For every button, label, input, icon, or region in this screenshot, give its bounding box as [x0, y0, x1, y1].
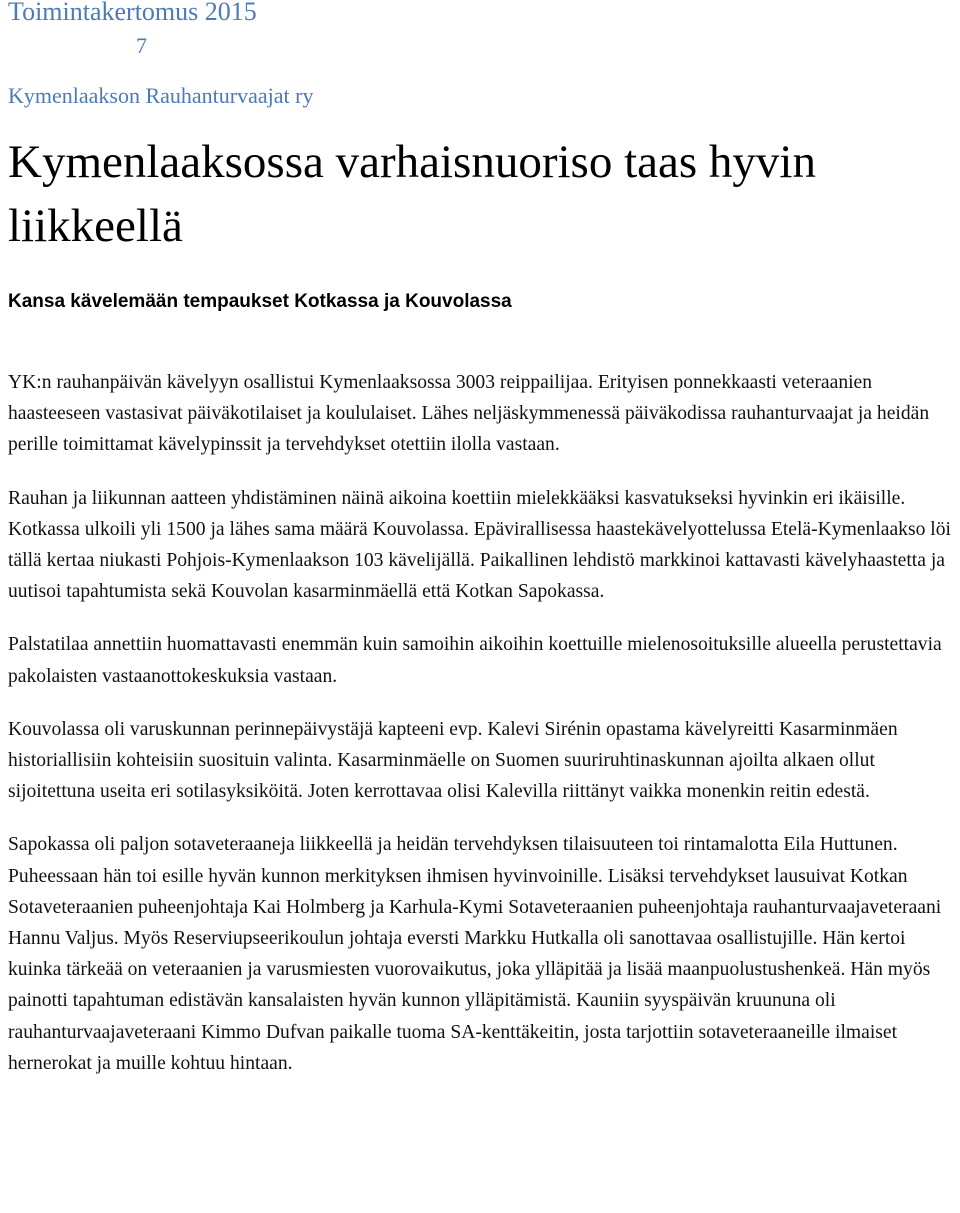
organization-name: Kymenlaakson Rauhanturvaajat ry: [8, 83, 314, 108]
article-headline: Kymenlaaksossa varhaisnuoriso taas hyvin liikkeellä: [8, 136, 816, 252]
paragraph: YK:n rauhanpäivän kävelyyn osallistui Kymenlaaksossa 3003 reippailijaa. Erityisen ponnekkaasti veteraanien haasteeseen vastasivat päiväkotilaiset ja koululaiset. Lähes neljäskymmenessä päiväkodissa rauhanturvaajat ja heidän perille toimittamat kävelypinssit ja tervehdykset otettiin ilolla vastaan.: [8, 372, 930, 456]
article-subheading: Kansa kävelemään tempaukset Kotkassa ja Kouvolassa: [8, 291, 512, 312]
paragraph: Kouvolassa oli varuskunnan perinnepäivystäjä kapteeni evp. Kalevi Sirénin opastama kävelyreitti Kasarminmäen historiallisiin kohteisiin suosituin valinta. Kasarminmäelle on Suomen suuriruhtinaskunnan ajoilta alkaen ollut sijoitettuna useita eri sotilasyksiköitä. Joten kerrottavaa olisi Kalevilla riittänyt vaikka monenkin reitin edestä.: [8, 718, 898, 803]
paragraph: Sapokassa oli paljon sotaveteraaneja liikkeellä ja heidän tervehdyksen tilaisuuteen toi rintamalotta Eila Huttunen. Puheessaan hän toi esille hyvän kunnon merkityksen ihmisen hyvinvoinille. Lisäksi tervehdykset lausuivat Kotkan Sotaveteraanien puheenjohtaja Kai Holmberg ja Karhula-Kymi Sotaveteraanien puheenjohtaja rauhanturvaajaveteraani Hannu Valjus. Myös Reserviupseerikoulun johtaja eversti Markku Hutkalla oli sanottavaa osallistujille. Hän kertoi kuinka tärkeää on veteraanien ja varusmiesten vuorovaikutus, joka ylläpitää ja lisää maanpuolustushenkeä. Hän myös painotti tapahtuman edistävän kansalaisten hyvän kunnon ylläpitämistä. Kauniin syyspäivän kruununa oli rauhanturvaajaveteraani Kimmo Dufvan paikalle tuoma SA-kenttäkeitin, josta tarjottiin sotaveteraaneille ilmaiset hernerokat ja muille kohtuu hintaan.: [8, 834, 942, 1074]
article-body: [8, 367, 956, 1101]
report-title: Toimintakertomus 2015: [8, 0, 257, 26]
page-number: 7: [136, 33, 147, 58]
paragraph: Palstatilaa annettiin huomattavasti enemmän kuin samoihin aikoihin koettuille mielenosoituksille alueella perustettavia pakolaisten vastaanottokeskuksia vastaan.: [8, 634, 942, 687]
paragraph: Rauhan ja liikunnan aatteen yhdistäminen näinä aikoina koettiin mielekkääksi kasvatukseksi hyvinkin eri ikäisille. Kotkassa ulkoili yli 1500 ja lähes sama määrä Kouvolassa. Epävirallisessa haastekävelyottelussa Etelä-Kymenlaakso löi tällä kertaa niukasti Pohjois-Kymenlaakson 103 kävelijällä. Paikallinen lehdistö markkinoi kattavasti kävelyhaastetta ja uutisoi tapahtumista sekä Kouvolan kasarminmäellä että Kotkan Sapokassa.: [8, 487, 951, 603]
